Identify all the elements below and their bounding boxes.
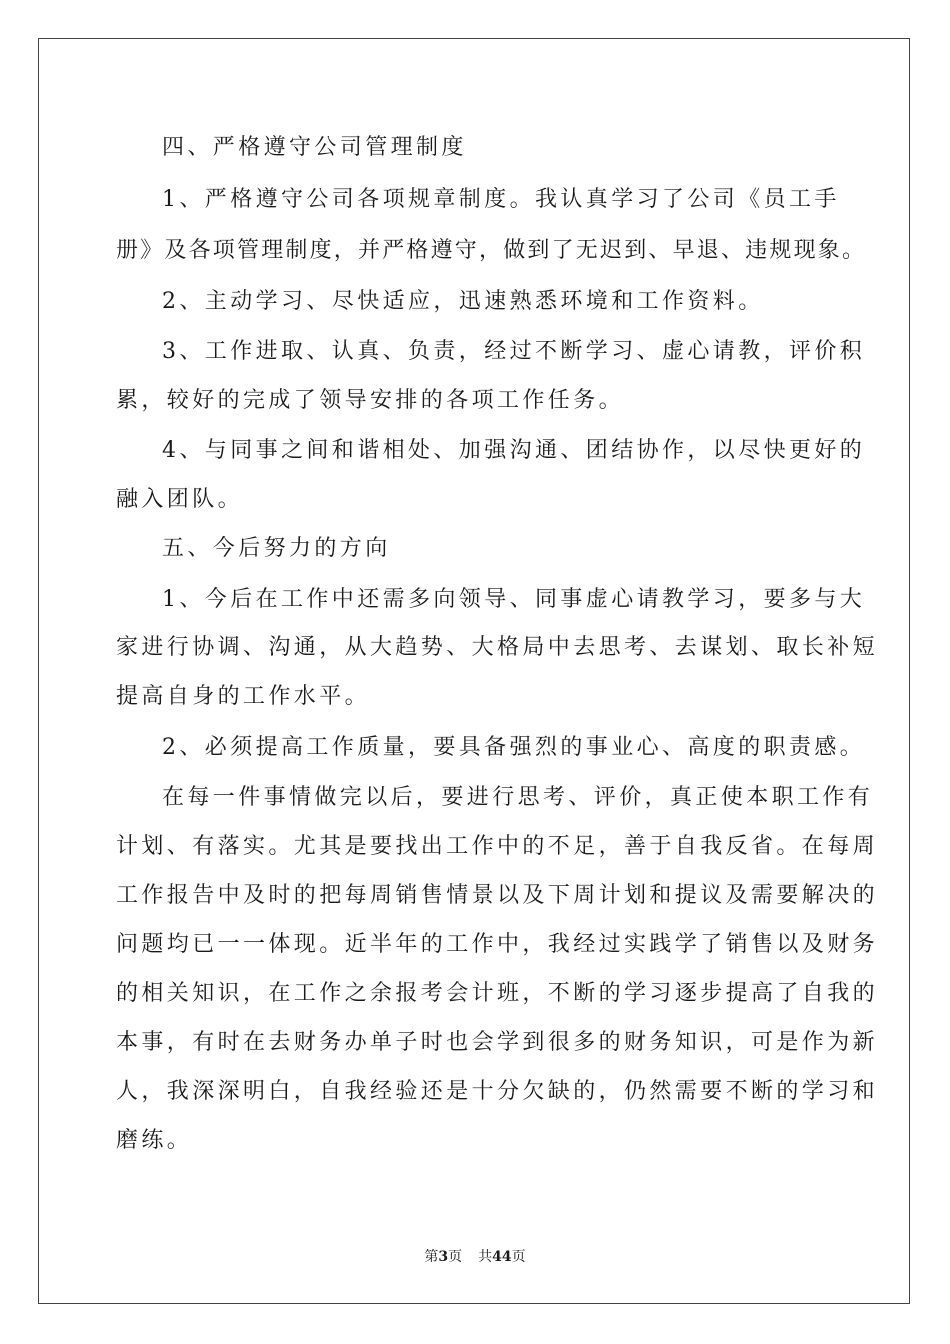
page-prefix: 第 [424,1249,439,1265]
paragraph-line-3: 工作报告中及时的把每周销售情景以及下周计划和提议及需要解决的 [116,883,879,908]
paragraph-line-2: 计划、有落实。尤其是要找出工作中的不足，善于自我反省。在每周 [116,834,879,859]
paragraph-line-1: 在每一件事情做完以后，要进行思考、评价，真正使本职工作有 [162,785,874,810]
section-5-item-1-line-1: 1、今后在工作中还需多向领导、同事虚心请教学习，要多与大 [162,587,866,612]
section-4-item-3-line-1: 3、工作进取、认真、负责，经过不断学习、虚心请教，评价积 [162,339,866,364]
page-footer [0,1246,950,1266]
section-5-heading: 五、今后努力的方向 [162,536,391,561]
paragraph-line-7: 人，我深深明白，自我经验还是十分欠缺的，仍然需要不断的学习和 [116,1079,879,1104]
paragraph-line-6: 本事，有时在去财务办单子时也会学到很多的财务知识，可是作为新 [116,1030,879,1055]
paragraph-line-5: 的相关知识，在工作之余报考会计班，不断的学习逐步提高了自我的 [116,981,879,1006]
page-border [38,38,910,1304]
total-pages: 44 [492,1249,512,1265]
section-4-item-4-line-1: 4、与同事之间和谐相处、加强沟通、团结协作，以尽快更好的 [162,438,866,463]
section-4-item-3-line-2: 累，较好的完成了领导安排的各项工作任务。 [116,388,625,413]
paragraph-line-8: 磨练。 [116,1128,193,1153]
total-suffix: 页 [511,1249,526,1265]
page-suffix: 页 [448,1249,463,1265]
section-5-item-1-line-3: 提高自身的工作水平。 [116,684,371,709]
section-5-item-1-line-2: 家进行协调、沟通，从大趋势、大格局中去思考、去谋划、取长补短 [116,635,879,660]
section-4-heading: 四、严格遵守公司管理制度 [162,135,467,160]
section-5-item-2: 2、必须提高工作质量，要具备强烈的事业心、高度的职责感。 [162,735,866,760]
page-number: 3 [438,1249,449,1265]
section-4-item-4-line-2: 融入团队。 [116,487,244,512]
section-4-item-1-line-2: 册》及各项管理制度，并严格遵守，做到了无迟到、早退、违规现象。 [116,238,867,263]
section-4-item-2: 2、主动学习、尽快适应，迅速熟悉环境和工作资料。 [162,289,764,314]
paragraph-line-4: 问题均已一一体现。近半年的工作中，我经过实践学了销售以及财务 [116,932,879,957]
section-4-item-1-line-1: 1、严格遵守公司各项规章制度。我认真学习了公司《员工手 [162,187,840,212]
total-prefix: 共 [478,1249,493,1265]
